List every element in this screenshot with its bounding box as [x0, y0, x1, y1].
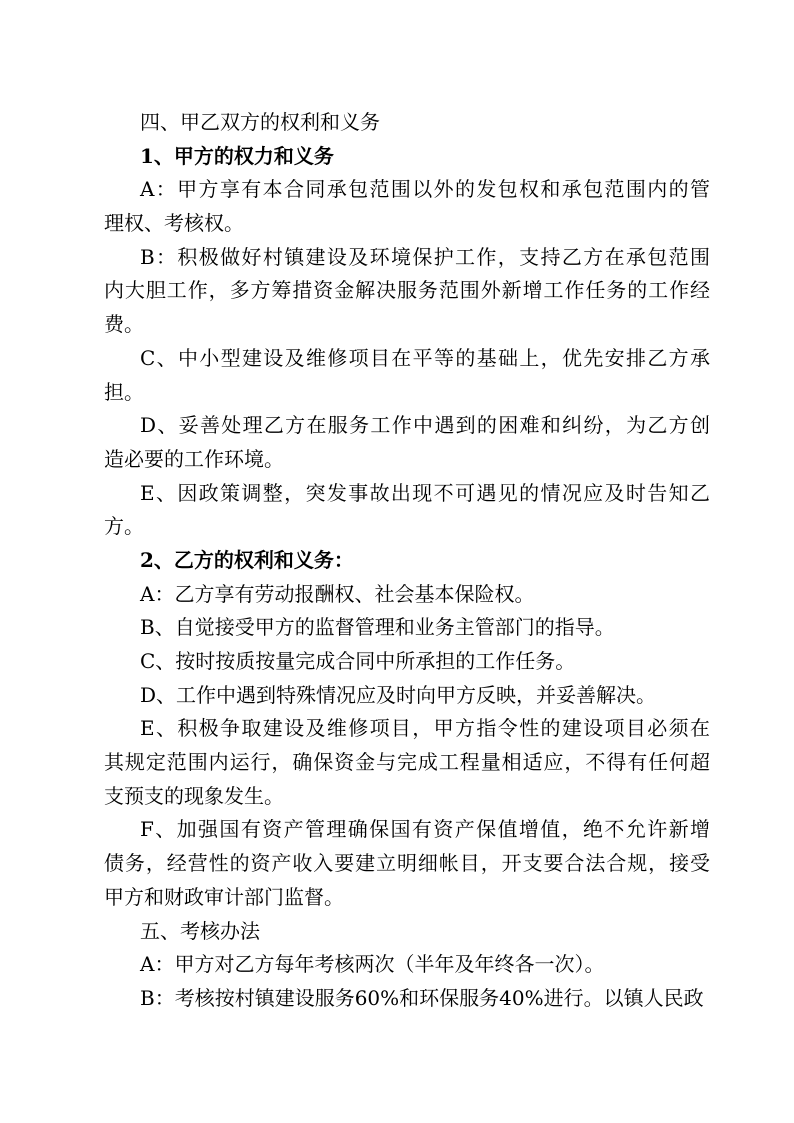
- text-line: B：考核按村镇建设服务60%和环保服务40%进行。以镇人民政: [140, 985, 704, 1010]
- text-line: 担。: [104, 379, 144, 404]
- text-line: 支预支的现象发生。: [104, 783, 284, 808]
- text-line: B、自觉接受甲方的监督管理和业务主管部门的指导。: [140, 615, 615, 640]
- text-line: 费。: [104, 312, 144, 337]
- paragraph: [104, 173, 710, 240]
- text-line: 理权、考核权。: [104, 211, 244, 236]
- text-line: A：甲方对乙方每年考核两次（半年及年终各一次）。: [140, 952, 605, 977]
- text-line: 四、甲乙双方的权利和义务: [140, 110, 380, 134]
- paragraph: [104, 712, 710, 813]
- text-line: 甲方和财政审计部门监督。: [104, 884, 344, 909]
- text-line: B：积极做好村镇建设及环境保护工作，支持乙方在承包范围: [140, 244, 710, 269]
- text-line: D、工作中遇到特殊情况应及时向甲方反映，并妥善解决。: [140, 682, 657, 707]
- paragraph: [104, 477, 710, 544]
- paragraph: [104, 409, 710, 476]
- paragraph: [104, 982, 710, 1016]
- text-line: C、中小型建设及维修项目在平等的基础上，优先安排乙方承: [140, 345, 710, 370]
- paragraph: [104, 241, 710, 342]
- section-heading: [104, 544, 710, 578]
- paragraph: [104, 342, 710, 409]
- text-line: A：乙方享有劳动报酬权、社会基本保险权。: [140, 581, 535, 606]
- text-line: D、妥善处理乙方在服务工作中遇到的困难和纠纷，为乙方创: [140, 413, 710, 438]
- text-line: A：甲方享有本合同承包范围以外的发包权和承包范围内的管: [140, 177, 710, 202]
- text-line: F、加强国有资产管理确保国有资产保值增值，绝不允许新增: [140, 817, 710, 842]
- section-heading: [104, 915, 710, 949]
- paragraph: [104, 813, 710, 914]
- paragraph: [104, 645, 710, 679]
- section-heading: [104, 106, 710, 140]
- text-line: C、按时按质按量完成合同中所承担的工作任务。: [140, 649, 576, 673]
- text-line: 造必要的工作环境。: [104, 446, 284, 471]
- text-line: 其规定范围内运行，确保资金与完成工程量相适应，不得有任何超: [104, 750, 710, 775]
- text-line: 内大胆工作，多方筹措资金解决服务范围外新增工作任务的工作经: [104, 278, 710, 303]
- text-line: 2、乙方的权利和义务：: [140, 547, 354, 572]
- document-body: [104, 106, 710, 1016]
- text-line: 方。: [104, 514, 144, 539]
- text-line: 1、甲方的权力和义务: [140, 143, 334, 168]
- paragraph: [104, 948, 710, 982]
- text-line: 五、考核办法: [140, 918, 260, 943]
- text-line: E、积极争取建设及维修项目，甲方指令性的建设项目必须在: [140, 716, 710, 741]
- text-line: 债务，经营性的资产收入要建立明细帐目，开支要合法合规，接受: [104, 851, 710, 876]
- paragraph: [104, 679, 710, 713]
- paragraph: [104, 611, 710, 645]
- paragraph: [104, 578, 710, 612]
- text-line: E、因政策调整，突发事故出现不可遇见的情况应及时告知乙: [140, 480, 710, 505]
- section-heading: [104, 140, 710, 174]
